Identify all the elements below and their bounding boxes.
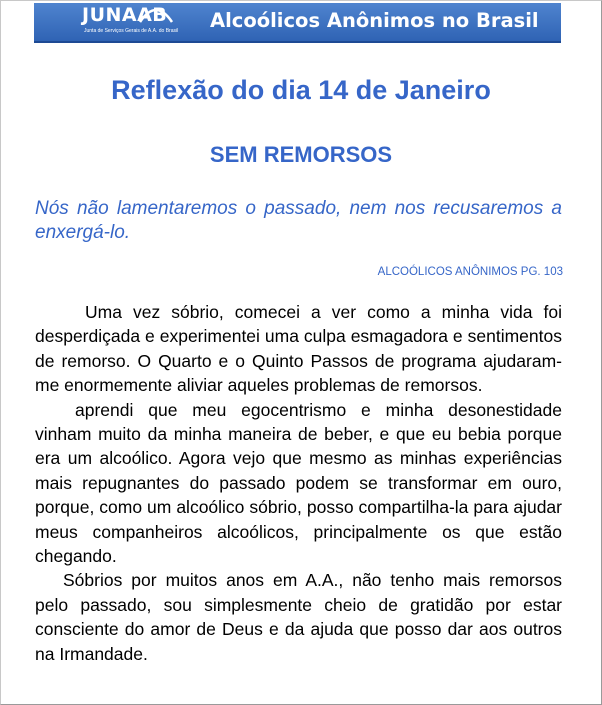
- body-paragraph: aprendi que meu egocentrismo e minha desonestidade vinham muito da minha maneira de beber, e que eu bebia porque era um alcoólico. Agora vejo que mesmo as minhas experiências mais repugnantes do passado podem se transformar em ouro, porque, como um alcoólico sóbrio, posso compartilha-la para ajudar meus companheiros alcoólicos, principalmente os que estão chegando.: [35, 399, 562, 567]
- logo-text: JUNAAB: [82, 4, 168, 26]
- body-paragraph: Uma vez sóbrio, comecei a ver como a minha vida foi desperdiçada e experimentei uma culpa esmagadora e sentimentos de remorso. O Quarto e o Quinto Passos de programa ajudaram-me enormemente aliviar aqueles problemas de remorsos.: [35, 302, 562, 396]
- logo-subtitle: Junta de Serviços Gerais de A.A. do Brasil: [84, 28, 179, 34]
- header-banner: [34, 3, 561, 43]
- junaab-logo: [82, 4, 202, 40]
- reflection-quote: Nós não lamentaremos o passado, nem nos recusaremos a enxergá-lo.: [35, 198, 562, 243]
- page-title: Reflexão do dia 14 de Janeiro: [111, 75, 491, 105]
- banner-title: Alcoólicos Anônimos no Brasil: [210, 9, 539, 32]
- quote-source: ALCOÓLICOS ANÔNIMOS PG. 103: [377, 266, 563, 278]
- body-paragraph: Sóbrios por muitos anos em A.A., não tenho mais remorsos pelo passado, sou simplesmente cheio de gratidão por estar consciente do amor de Deus e da ajuda que posso dar aos outros na Irmandade.: [35, 570, 562, 664]
- reflection-subtitle: SEM REMORSOS: [209, 142, 393, 167]
- reflection-body: [35, 300, 562, 666]
